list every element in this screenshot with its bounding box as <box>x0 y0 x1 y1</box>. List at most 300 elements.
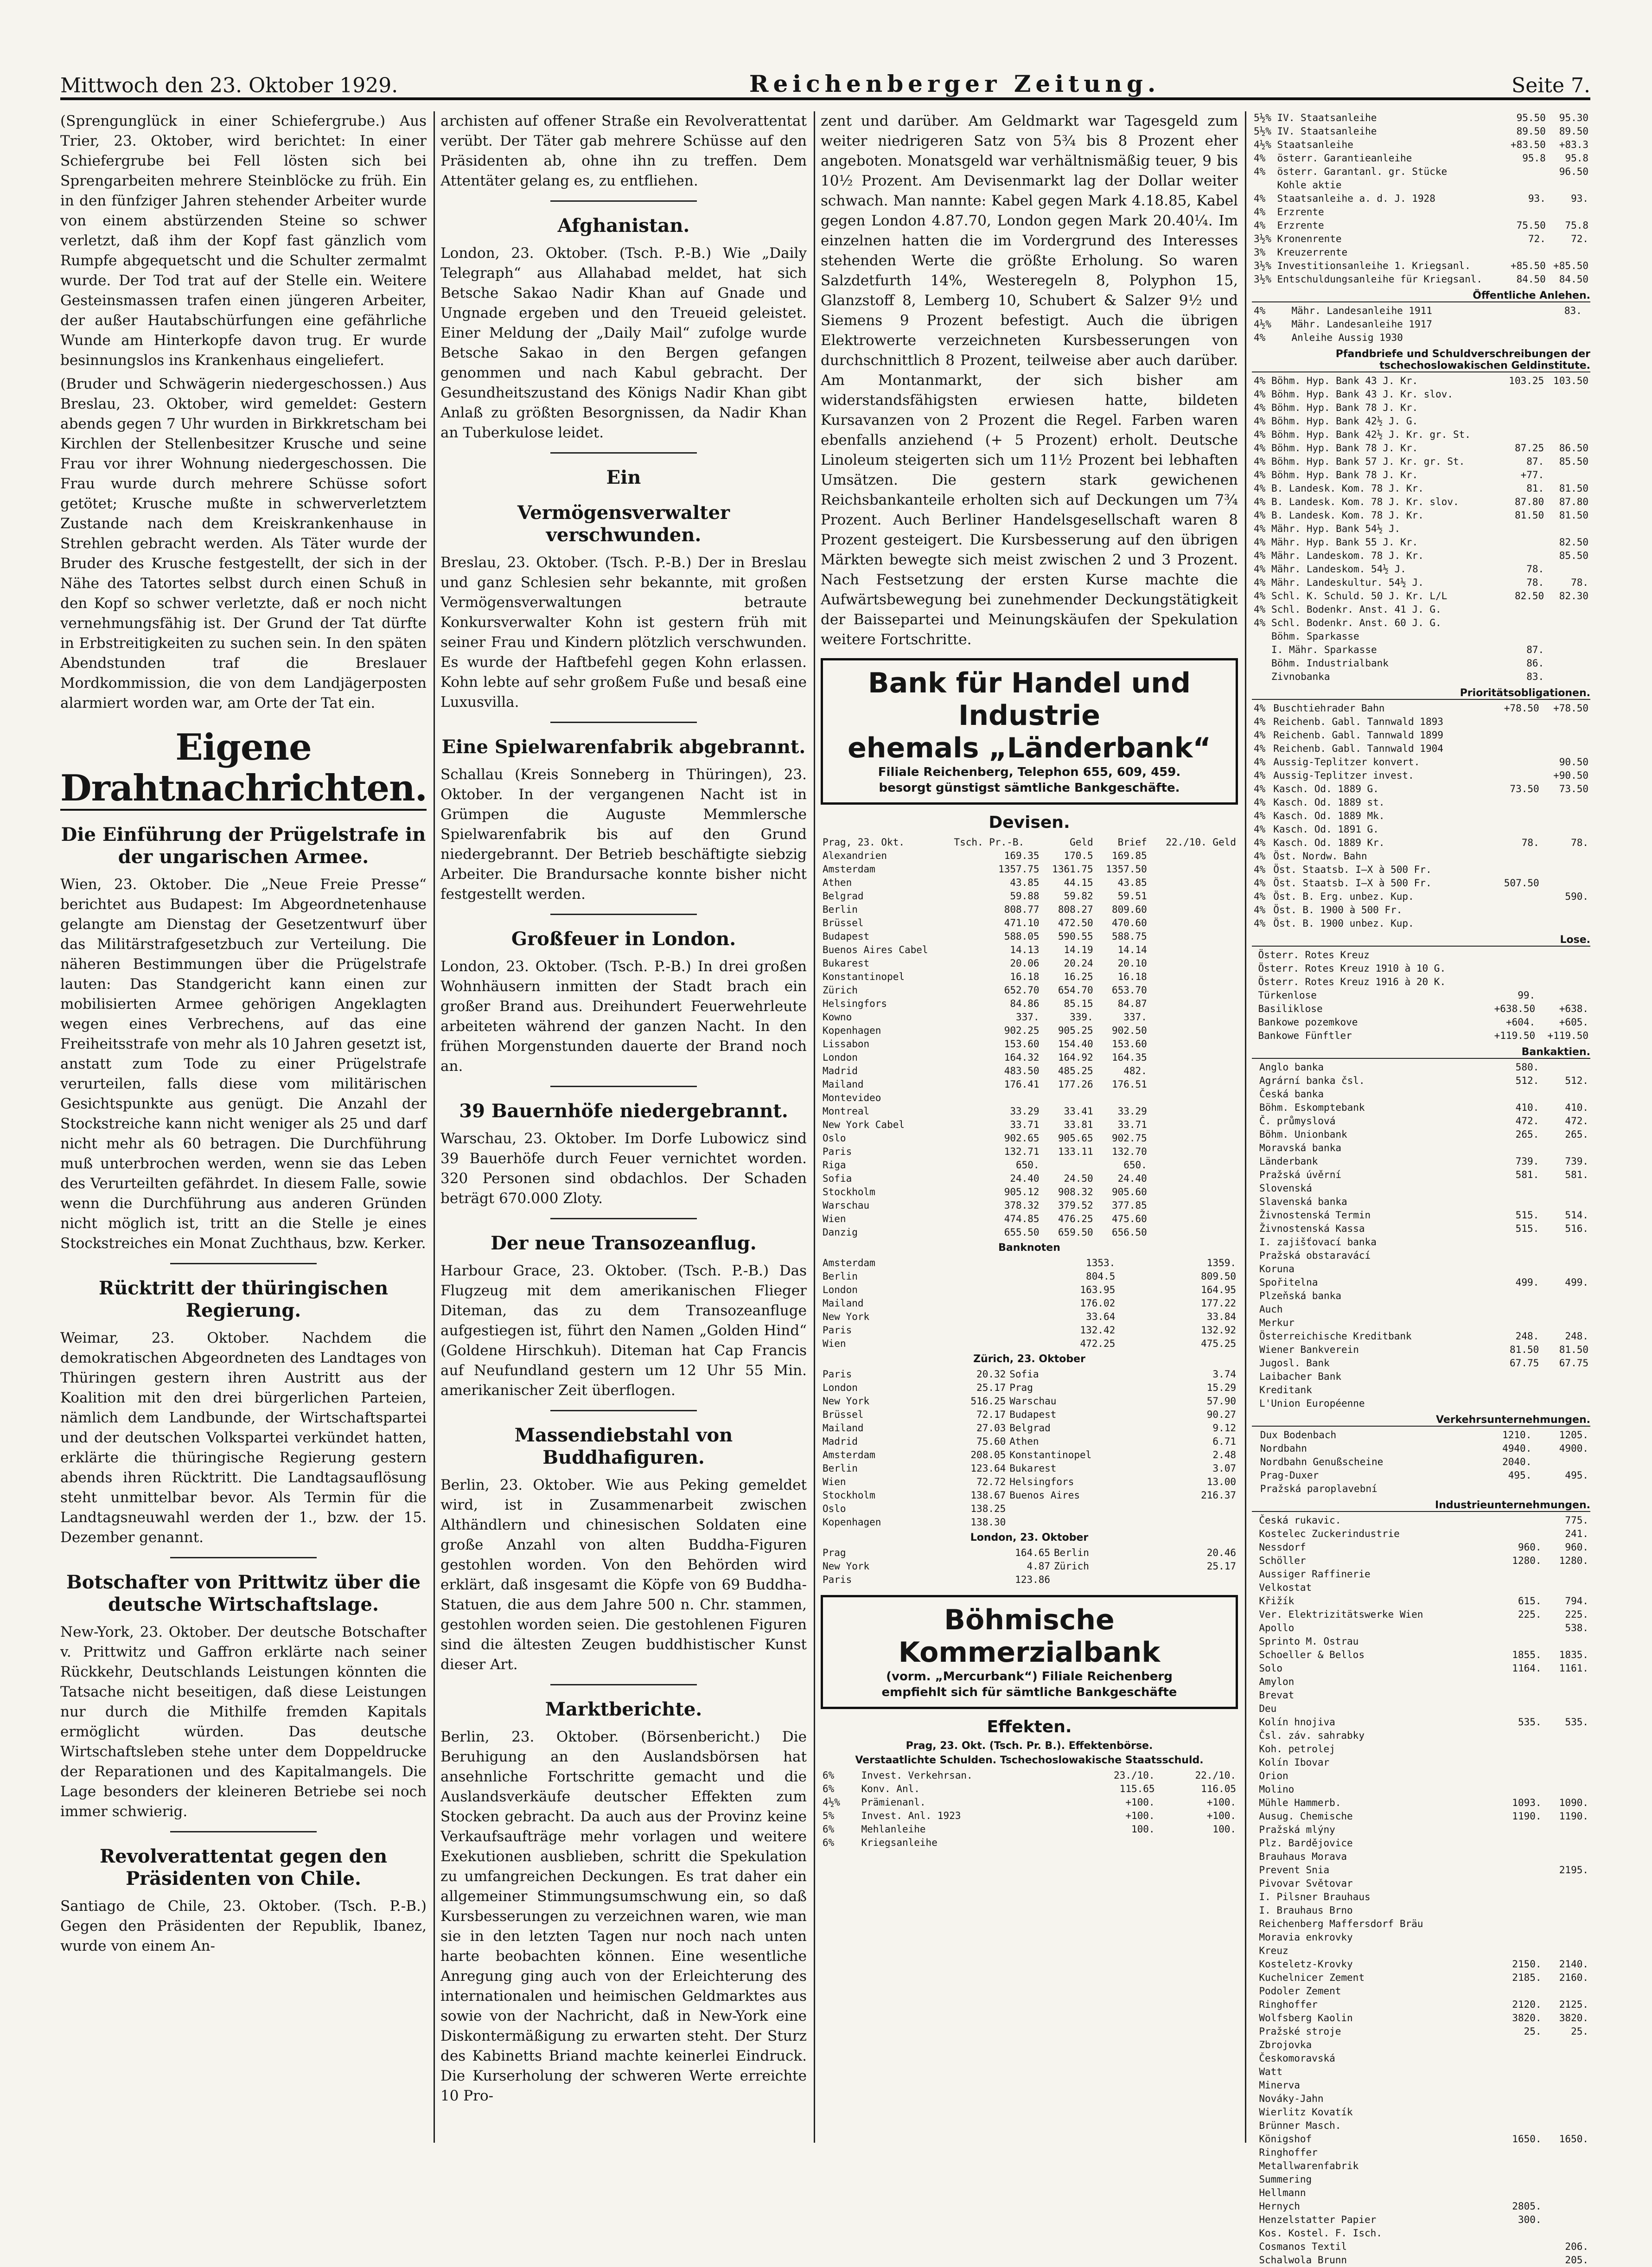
table-cell <box>1544 1675 1590 1689</box>
table-row <box>821 930 1238 943</box>
table-row <box>821 1132 1238 1145</box>
table-cell: Koh. petrolej <box>1259 1743 1335 1755</box>
article-headline: Eine Spielwarenfabrik abgebrannt. <box>441 736 806 758</box>
table-cell: 20.06 <box>1010 958 1040 969</box>
divider <box>550 1410 697 1411</box>
table-cell: Kasch. Od. 1891 G. <box>1273 824 1379 835</box>
table-cell: Kos. Kostel. F. Isch. <box>1259 2228 1382 2239</box>
table-cell <box>1252 1128 1257 1141</box>
table-cell: 23./10. <box>1114 1770 1155 1781</box>
table-row <box>1252 2052 1590 2065</box>
table-row <box>1252 273 1590 286</box>
table-cell <box>1069 1796 1076 1809</box>
table-cell <box>1252 2052 1257 2065</box>
table-cell: 337. <box>1016 1012 1040 1023</box>
table-cell <box>1541 1236 1590 1249</box>
table-cell <box>1252 630 1269 643</box>
table-cell: Reichenb. Gabl. Tannwald 1893 <box>1273 716 1443 727</box>
column-rule <box>814 111 815 2143</box>
table-row <box>821 1560 1238 1573</box>
table-cell <box>1505 179 1548 192</box>
table-row <box>1252 1209 1590 1222</box>
table-row <box>1252 1330 1590 1343</box>
table-cell: 476.25 <box>1058 1213 1093 1224</box>
table-cell <box>1252 1608 1257 1621</box>
table-cell: +638. <box>1559 1003 1588 1014</box>
table-cell: 103.25 <box>1509 375 1544 386</box>
table-cell <box>1252 1568 1257 1581</box>
table-row <box>1252 1168 1590 1182</box>
table-cell: 24.40 <box>1117 1173 1147 1184</box>
table-cell <box>1252 2240 1257 2254</box>
table-row <box>821 1310 1238 1324</box>
table-cell: 138.67 <box>970 1490 1006 1501</box>
table-cell: +100. <box>1125 1797 1155 1808</box>
table-cell: 1359. <box>1206 1257 1236 1268</box>
table-cell <box>1252 1303 1257 1316</box>
table-cell <box>1252 1877 1257 1890</box>
table-cell: Paris <box>823 1574 852 1585</box>
stock-table <box>1252 111 1590 286</box>
table-cell: 4% <box>1254 797 1266 808</box>
table-row <box>1252 1303 1590 1316</box>
table-cell: 164.92 <box>1058 1052 1093 1063</box>
table-cell: 3% <box>1254 247 1266 258</box>
table-cell: 6% <box>823 1770 835 1781</box>
table-cell <box>1252 2186 1257 2200</box>
table-cell: Schl. K. Schuld. 50 J. Kr. L/L <box>1271 590 1448 602</box>
table-cell: 4% <box>1254 770 1266 781</box>
table-cell: Spořitelna <box>1259 1277 1318 1288</box>
table-cell <box>1492 796 1541 809</box>
table-cell: 4½% <box>1254 319 1271 330</box>
table-row <box>1252 1783 1590 1796</box>
table-cell: Prag-Duxer <box>1260 1470 1319 1481</box>
table-cell: 4% <box>1254 716 1266 727</box>
table-row <box>821 1324 1238 1337</box>
table-cell: Böhm. Industrialbank <box>1271 658 1389 669</box>
table-row <box>1252 850 1590 863</box>
table-cell: 4% <box>1254 166 1266 177</box>
article-headline: Die Einführung der Prügelstrafe in der ungarischen Armee. <box>61 824 426 868</box>
table-cell <box>1541 903 1590 917</box>
table-header-cell: Prag, 23. Okt. <box>823 837 905 848</box>
article-headline: Botschafter von Prittwitz über die deutsche Wirtschaftslage. <box>66 1571 421 1615</box>
table-cell: 588.05 <box>1004 931 1040 942</box>
table-cell: Kreditank <box>1259 1384 1312 1396</box>
table-cell: Alexandrien <box>823 850 887 861</box>
table-cell: 535. <box>1518 1716 1542 1728</box>
table-cell: Agrární banka čsl. <box>1259 1075 1365 1086</box>
table-cell: Moravia enkrovky <box>1259 1932 1353 1943</box>
table-cell: 507.50 <box>1504 877 1539 889</box>
table-cell: Wierlitz Kovatík <box>1259 2107 1353 2118</box>
table-cell <box>1546 563 1590 576</box>
table-cell: Brüssel <box>823 1409 864 1420</box>
table-cell: Kasch. Od. 1889 G. <box>1273 783 1379 794</box>
table-cell: IV. Staatsanleihe <box>1277 126 1377 137</box>
table-cell: 4% <box>1254 429 1266 440</box>
table-row <box>1252 1985 1590 1998</box>
table-cell: L'Union Européenne <box>1259 1398 1365 1409</box>
table-cell: 123.86 <box>1015 1574 1051 1585</box>
table-cell: Prag <box>823 1547 846 1558</box>
table-cell: 78. <box>1521 837 1539 848</box>
table-cell <box>1252 1702 1257 1716</box>
table-cell <box>1505 205 1548 219</box>
table-cell <box>1496 2173 1543 2186</box>
table-cell: Entschuldungsanleihe für Kriegsanl. <box>1277 274 1482 285</box>
article-headline: Vermögensverwalter verschwunden. <box>517 502 730 546</box>
table-cell <box>1501 522 1546 536</box>
article-paragraph: London, 23. Oktober. (Tsch. P.-B.) Wie „Daily Telegraph“ aus Allahabad meldet, hat sich Betsche Sakao Nadir Khan auf Gnade und Ungnade ergeben und den Treueid geleistet. Einer Meldung der „Daily Mail“ zufolge wurde Betsche Sakao in den Bergen gefangen genommen und nach Kabul gebracht. Der Gesundheitszustand des Königs Nadir Khan gibt Anlaß zu größten Besorgnissen, da Nadir Khan an Tuberkulose leidet. <box>440 245 807 441</box>
table-row <box>1252 643 1590 657</box>
table-cell <box>1252 1944 1257 1958</box>
table-cell: 4% <box>1254 153 1266 164</box>
table-cell: 72. <box>1571 233 1588 244</box>
table-cell: 24.40 <box>1010 1173 1040 1184</box>
table-cell <box>1252 1370 1257 1383</box>
table-cell: 590.55 <box>1058 931 1093 942</box>
table-cell <box>1584 318 1590 331</box>
table-row <box>1252 2011 1590 2025</box>
table-row <box>1252 219 1590 232</box>
table-row <box>1252 1608 1590 1621</box>
table-cell: 153.60 <box>1004 1038 1040 1050</box>
table-cell <box>1501 549 1546 563</box>
table-cell <box>1496 1742 1543 1756</box>
table-cell <box>1492 769 1541 782</box>
table-cell: 16.18 <box>1117 971 1147 982</box>
table-cell: Prämienanl. <box>861 1797 926 1808</box>
table-cell: 960. <box>1565 1542 1588 1553</box>
table-cell: Solo <box>1259 1663 1282 1674</box>
table-cell: 16.25 <box>1064 971 1093 982</box>
column-rule <box>434 111 435 2143</box>
column-2 <box>440 111 807 2143</box>
table-row <box>1252 1877 1590 1890</box>
table-cell: New York Cabel <box>823 1119 905 1130</box>
table-row <box>1252 1689 1590 1702</box>
table-row <box>1252 205 1590 219</box>
table-row <box>1252 1357 1590 1370</box>
table-row <box>1252 2227 1590 2240</box>
table-cell <box>1252 1343 1257 1357</box>
table-cell: Mailand <box>823 1298 864 1309</box>
table-cell: 208.05 <box>970 1449 1006 1460</box>
table-cell: Investitionsanleihe 1. Kriegsanl. <box>1277 260 1471 271</box>
table-cell: 1164. <box>1512 1663 1542 1674</box>
table-cell: Buenos Aires <box>1009 1490 1080 1501</box>
table-cell: 809.60 <box>1111 904 1147 915</box>
table-row <box>1252 863 1590 877</box>
table-cell <box>1252 1917 1257 1931</box>
table-row <box>1252 1002 1590 1016</box>
table-cell: 804.5 <box>1086 1271 1116 1282</box>
table-cell: 588.75 <box>1111 931 1147 942</box>
table-cell: 4940. <box>1502 1443 1532 1454</box>
table-cell <box>1496 2052 1543 2065</box>
table-cell <box>1541 1370 1590 1383</box>
table-cell: 2.48 <box>1212 1449 1236 1460</box>
table-cell: 516. <box>1565 1223 1588 1234</box>
table-header-cell: Geld <box>1070 837 1093 848</box>
table-cell: Böhm. Hyp. Bank 78 J. Kr. <box>1271 469 1418 480</box>
table-cell: 3.07 <box>1212 1463 1236 1474</box>
table-cell <box>1252 1482 1258 1496</box>
table-cell: 1190. <box>1512 1811 1542 1822</box>
table-cell: Belgrad <box>823 890 864 902</box>
table-cell: 87. <box>1526 644 1544 655</box>
table-row <box>1252 2106 1590 2119</box>
table-row <box>821 1408 1238 1422</box>
table-row <box>1252 1742 1590 1756</box>
table-cell: 4% <box>1254 456 1266 467</box>
table-cell <box>1252 1088 1257 1101</box>
table-cell <box>1533 1455 1590 1469</box>
table-cell: Kosteletz-Krovky <box>1259 1959 1353 1970</box>
table-row <box>1252 769 1590 782</box>
table-row <box>821 1462 1238 1475</box>
table-cell <box>1252 2092 1257 2106</box>
table-cell: I. Pilsner Brauhaus <box>1259 1891 1371 1902</box>
table-cell <box>1052 1573 1153 1587</box>
table-cell: 44.15 <box>1064 877 1093 888</box>
table-cell <box>1252 1141 1257 1155</box>
table-row <box>1252 563 1590 576</box>
table-cell <box>1501 415 1546 428</box>
table-cell: 902.65 <box>1004 1133 1040 1144</box>
table-cell <box>1544 1783 1590 1796</box>
table-row <box>1252 917 1590 930</box>
table-cell <box>1492 1289 1541 1303</box>
table-cell: 4% <box>1254 730 1266 741</box>
table-cell: Anleihe Aussig 1930 <box>1291 332 1403 343</box>
table-cell: 3½% <box>1254 260 1271 271</box>
table-cell <box>1252 1397 1257 1410</box>
table-cell <box>1075 1836 1156 1850</box>
table-cell: 300. <box>1518 2214 1542 2225</box>
table-row <box>1252 111 1590 125</box>
table-cell <box>1492 863 1541 877</box>
table-cell <box>1492 1303 1541 1316</box>
table-cell <box>1252 2200 1257 2213</box>
table-cell <box>1252 2065 1257 2079</box>
table-row <box>821 1091 1238 1105</box>
table-cell: 4% <box>1254 756 1266 768</box>
table-row <box>1252 2025 1590 2038</box>
table-cell <box>1252 1276 1257 1289</box>
table-cell: 516.25 <box>970 1396 1006 1407</box>
table-cell: 20.32 <box>976 1369 1006 1380</box>
table-cell: 655.50 <box>1004 1227 1040 1238</box>
table-row <box>821 997 1238 1011</box>
table-cell: Aussig-Teplitzer konvert. <box>1273 756 1420 768</box>
table-cell: 6% <box>823 1824 835 1835</box>
table-cell: 241. <box>1565 1528 1588 1539</box>
table-cell: New York <box>823 1311 870 1322</box>
table-cell: 73.50 <box>1510 783 1539 794</box>
table-row <box>1252 415 1590 428</box>
table-cell <box>1546 331 1584 345</box>
table-cell: Buenos Aires Cabel <box>823 944 928 955</box>
table-cell: Konstantinopel <box>823 971 905 982</box>
table-cell: +119.50 <box>1547 1030 1588 1041</box>
table-cell <box>1544 1756 1590 1769</box>
table-cell: Kreuz <box>1259 1945 1288 1956</box>
table-cell: Kopenhagen <box>823 1517 881 1528</box>
table-cell: 13.00 <box>1206 1476 1236 1487</box>
table-cell: Stockholm <box>823 1490 875 1501</box>
table-cell: Kowno <box>823 1012 852 1023</box>
table-cell: Böhm. Hyp. Bank 43 J. Kr. <box>1271 375 1418 386</box>
table-row <box>821 1836 1238 1850</box>
table-cell: Mähr. Hyp. Bank 55 J. Kr. <box>1271 537 1418 548</box>
table-cell <box>1544 1850 1590 1864</box>
table-cell <box>1252 1222 1257 1236</box>
table-cell: 1650. <box>1512 2133 1542 2145</box>
table-cell: 3820. <box>1512 2012 1542 2024</box>
table-cell: Österr. Rotes Kreuz 1910 à 10 G. <box>1258 963 1446 974</box>
table-cell <box>1541 1195 1590 1209</box>
table-row <box>1252 1527 1590 1541</box>
table-cell: Plz. Bardějovice <box>1259 1838 1353 1849</box>
table-cell <box>1069 1809 1076 1823</box>
table-cell: Nordbahn Genußscheine <box>1260 1456 1384 1467</box>
table-row <box>1252 2065 1590 2079</box>
table-cell: 93. <box>1571 193 1588 204</box>
table-cell <box>1252 1675 1257 1689</box>
table-cell: 656.50 <box>1111 1227 1147 1238</box>
table-cell: 169.35 <box>1004 850 1040 861</box>
table-cell: 472.50 <box>1058 917 1093 929</box>
table-row <box>1252 428 1590 442</box>
ad-text: (vorm. „Mercurbank“) Filiale Reichenberg <box>886 1670 1173 1684</box>
masthead <box>60 70 1590 100</box>
article-paragraph: archisten auf offener Straße ein Revolverattentat verübt. Der Täter gab mehrere Schüsse auf den Präsidenten ab, ohne ihn zu treffen. Dem Attentäter gelang es, zu entfliehen. <box>440 113 807 189</box>
table-cell <box>1496 2227 1543 2240</box>
table-row <box>821 1037 1238 1051</box>
table-cell <box>1544 2186 1590 2200</box>
table-cell <box>1541 1141 1590 1155</box>
page-number: Seite 7. <box>1512 74 1590 97</box>
table-cell <box>1153 1573 1238 1587</box>
table-cell <box>1541 796 1590 809</box>
table-cell: 794. <box>1565 1595 1588 1607</box>
article-paragraph: Berlin, 23. Oktober. (Börsenbericht.) Die Beruhigung an den Auslandsbörsen hat ansehnliche Fortschritte gemacht und die Auslandsverkäufe deutscher Effekten zum Stocken gebracht. Da auch aus der Provinz keine Verkaufsaufträge mehr vorlagen und weitere Exekutionen ausblieben, schritt die Spekulation zu umfangreichen Deckungen. Es trat daher ein allgemeiner Stimmungsumschwung ein, so daß Kursbesserungen zu verzeichnen waren, wie man sie in den letzten Tagen nur noch nach unten harte beobachten können. Eine wesentliche Anregung ging auch von der Erleichterung des internationalen und heimischen Geldmarktes aus sowie von der Nachricht, daß in New-York eine Diskontermäßigung zu erwarten steht. Der Sturz des Kabinetts Briand machte keinerlei Eindruck. Die Kurserholung der schweren Werte erreichte 10 Pro- <box>440 1729 807 2104</box>
table-cell <box>1252 1796 1257 1810</box>
table-cell <box>1496 2106 1543 2119</box>
table-cell <box>1252 1262 1257 1276</box>
table-cell: 33.41 <box>1064 1106 1093 1117</box>
table-cell: 475.60 <box>1111 1213 1147 1224</box>
table-cell: Mähr. Landesanleihe 1917 <box>1291 319 1432 330</box>
ad-headline: Bank für Handel und Industrie <box>868 667 1191 732</box>
table-row <box>821 1051 1238 1064</box>
table-row <box>821 1823 1238 1836</box>
table-cell <box>1041 1159 1095 1172</box>
table-cell <box>1008 1516 1166 1529</box>
table-cell: Konv. Anl. <box>861 1783 920 1794</box>
table-cell: +78.50 <box>1553 703 1588 714</box>
table-cell <box>1252 1850 1257 1864</box>
effekten-subtitle: Prag, 23. Okt. (Tsch. Pr. B.). Effektenbörse. <box>906 1740 1153 1752</box>
table-cell: 86. <box>1526 658 1544 669</box>
table-cell: 25.17 <box>1206 1561 1236 1572</box>
table-cell: 82.30 <box>1559 590 1588 602</box>
table-cell: 87.25 <box>1514 442 1544 454</box>
stock-table <box>1252 702 1590 930</box>
table-cell: Plzeňská banka <box>1259 1290 1341 1301</box>
table-cell: 84.86 <box>1010 998 1040 1009</box>
column-4-stock-listing <box>1252 111 1590 2266</box>
table-cell: I. Brauhaus Brno <box>1259 1905 1353 1916</box>
table-row <box>1252 1756 1590 1769</box>
table-cell <box>1496 2240 1543 2254</box>
table-cell <box>1252 1769 1257 1783</box>
table-cell <box>1501 603 1546 616</box>
table-row <box>1252 1729 1590 1742</box>
article-headline: Marktberichte. <box>545 1698 702 1720</box>
column-rule <box>1245 111 1246 2143</box>
table-cell: 25.17 <box>976 1382 1006 1393</box>
table-cell: 4% <box>1254 305 1266 316</box>
table-row <box>1252 1428 1590 1442</box>
table-cell: 960. <box>1518 1542 1542 1553</box>
table-cell: Ringhoffer <box>1259 2147 1318 2158</box>
table-cell <box>1252 1662 1257 1675</box>
table-row <box>1252 1716 1590 1729</box>
table-cell: 205. <box>1565 2254 1588 2266</box>
table-cell: 4% <box>1254 564 1266 575</box>
table-row <box>1252 1114 1590 1128</box>
table-cell: 4% <box>1254 851 1266 862</box>
table-cell: 4% <box>1254 590 1266 602</box>
table-row <box>1252 522 1590 536</box>
divider <box>170 1263 317 1264</box>
table-cell: Koruna <box>1259 1263 1295 1274</box>
table-cell: Budapest <box>823 931 870 942</box>
table-cell: Athen <box>823 877 852 888</box>
section-title: Prioritätsobligationen. <box>1252 687 1590 700</box>
article-headline: Großfeuer in London. <box>511 928 736 950</box>
table-cell: 512. <box>1515 1075 1539 1086</box>
table-row <box>821 1172 1238 1185</box>
table-cell: 24.50 <box>1064 1173 1093 1184</box>
table-row <box>821 1024 1238 1037</box>
table-row <box>1252 2173 1590 2186</box>
table-cell <box>1496 1581 1543 1595</box>
table-row <box>1252 1276 1590 1289</box>
table-cell <box>1252 2106 1257 2119</box>
table-cell <box>1252 1236 1257 1249</box>
table-cell: 3820. <box>1559 2012 1588 2024</box>
table-row <box>1252 482 1590 495</box>
table-cell: 4% <box>1254 743 1266 754</box>
table-cell <box>1492 756 1541 769</box>
table-row <box>1252 1469 1590 1482</box>
table-cell <box>1492 1249 1541 1262</box>
table-cell <box>1252 1101 1257 1114</box>
table-row <box>821 1395 1238 1408</box>
article-paragraph: (Bruder und Schwägerin niedergeschossen.) Aus Breslau, 23. Oktober, wird gemeldet: Gestern abends gegen 7 Uhr wurden in Birkkretscham bei Kirchlen der Stellenbesitzer Krusche und seine Frau vor ihrer Wohnung niedergeschossen. Die Frau wurde durch mehrere Schüsse sofort getötet; Krusche mußte in schwerverletztem Zustande nach dem Kreiskrankenhause in Strehlen gebracht werden. Als Täter wurde der Bruder des Krusche festgestellt, der sich in der Nähe des Tatortes selbst durch einen Schuß in den Kopf so schwer verletzte, daß er noch nicht vernehmungsfähig ist. Der Grund der Tat dürfte in Erbstreitigkeiten zu suchen sein. In den späten Abendstunden traf die Breslauer Mordkommission, die von dem Landjägerposten alarmiert worden war, am Orte der Tat ein. <box>60 376 427 711</box>
table-cell <box>1496 1823 1543 1837</box>
table-cell: 3.74 <box>1212 1369 1236 1380</box>
table-cell <box>1501 536 1546 549</box>
newspaper-page <box>60 70 1590 2266</box>
table-header-cell: Tsch. Pr.-B. <box>954 837 1025 848</box>
table-cell: 4% <box>1254 389 1266 400</box>
